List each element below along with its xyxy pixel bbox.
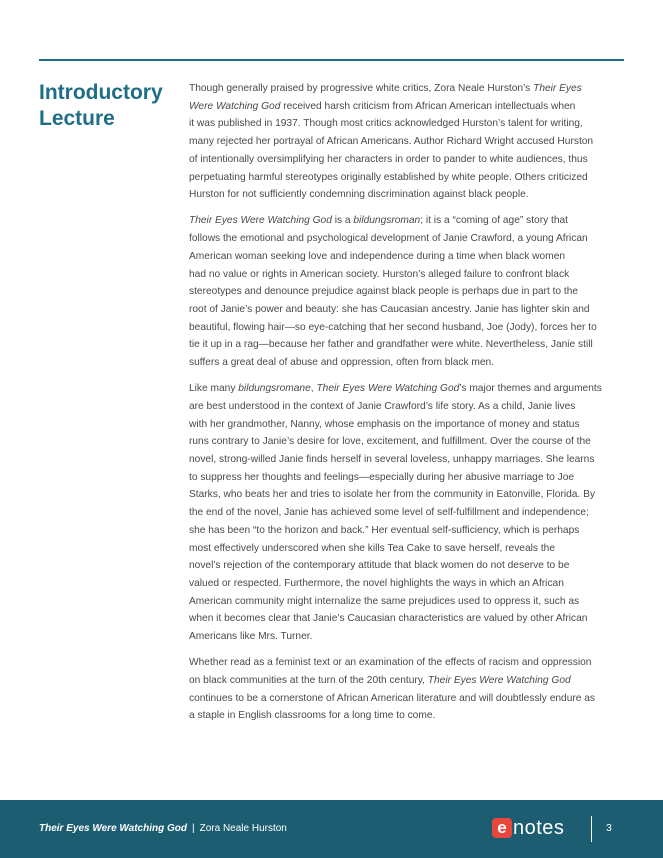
text-segment: novel’s rejection of the contemporary attitude that black women do not deserve to be [189, 560, 570, 572]
text-segment: Like many [189, 383, 239, 395]
text-line [189, 133, 625, 151]
text-line [189, 540, 625, 558]
text-segment: suffers a great deal of abuse and oppression, often from black men. [189, 357, 495, 369]
text-line [189, 266, 625, 284]
heading-line-2: Lecture [39, 107, 115, 130]
enotes-logo [492, 816, 564, 840]
text-segment: of intentionally oversimplifying her characters in order to pander to white audiences, thus [189, 153, 588, 165]
text-segment: American woman seeking love and independence during a time when black women [189, 250, 566, 262]
text-segment: it was published in 1937. Though most critics acknowledged Hurston’s talent for writing, [189, 118, 583, 130]
text-segment: ; it is a “coming of age” story that [420, 215, 568, 227]
text-line [189, 610, 625, 628]
top-divider-rule [39, 59, 624, 61]
text-segment: received harsh criticism from African American intellectuals when [280, 100, 576, 112]
text-line [189, 186, 625, 204]
page-footer [0, 800, 663, 858]
footer-book-title: Their Eyes Were Watching God [39, 823, 187, 834]
text-segment: are best understood in the context of Janie Crawford’s life story. As a child, Janie lives [189, 400, 576, 412]
text-segment: most effectively underscored when she kills Tea Cake to save herself, reveals the [189, 542, 555, 554]
enotes-logo-text: notes [513, 817, 565, 839]
text-line [189, 416, 625, 434]
text-segment: a staple in English classrooms for a long time to come. [189, 710, 436, 722]
text-segment: tie it up in a rag—because her father and grandfather were white. Nevertheless, Janie still [189, 339, 593, 351]
text-line [189, 486, 625, 504]
italic-title-text: Were Watching God [189, 100, 281, 112]
text-line [189, 504, 625, 522]
text-line [189, 283, 625, 301]
text-segment: , [310, 383, 317, 395]
text-line [189, 451, 625, 469]
text-line [189, 433, 625, 451]
body-paragraph [189, 654, 625, 725]
section-heading [39, 80, 179, 132]
text-line [189, 690, 625, 708]
text-line [189, 115, 625, 133]
text-segment: root of Janie’s power and beauty: she has Caucasian ancestry. Janie has lighter skin and [189, 303, 590, 315]
lecture-body-text [189, 80, 625, 734]
footer-separator: | [192, 823, 195, 834]
text-line [189, 319, 625, 337]
text-segment: stereotypes and denounce prejudice against black people is perhaps due in part to the [189, 286, 579, 298]
italic-title-text: Their Eyes Were Watching God [189, 215, 332, 227]
text-line [189, 469, 625, 487]
text-segment: Hurston for not sufficiently condemning discrimination against black people. [189, 189, 529, 201]
text-segment: Starks, who beats her and tries to isolate her from the community in Eatonville, Florida. By [189, 489, 595, 501]
footer-divider [591, 816, 592, 842]
text-segment: the end of the novel, Janie has achieved some level of self-fulfillment and independence; [189, 507, 589, 519]
text-segment: to suppress her thoughts and feelings—especially during her abusive marriage to Joe [189, 471, 575, 483]
body-paragraph [189, 212, 625, 371]
text-segment: runs contrary to Janie’s desire for love, excitement, and fulfillment. Over the course of the [189, 436, 591, 448]
text-segment: on black communities at the turn of the 20th century, [189, 675, 428, 686]
text-segment: perpetuating harmful stereotypes originally established by white people. Others criticized [189, 171, 588, 183]
italic-title-text: bildungsromane [238, 383, 311, 395]
italic-title-text: Their Eyes Were Watching God [427, 675, 571, 686]
text-segment: follows the emotional and psychological development of Janie Crawford, a young African [189, 233, 588, 245]
footer-book-credit [39, 823, 287, 834]
text-segment: American community might internalize the same prejudices used to oppress it, such as [189, 595, 580, 607]
text-segment: is a [331, 215, 354, 227]
text-segment: when it becomes clear that Janie’s Caucasian characteristics are valued by other African [189, 613, 588, 625]
text-line [189, 557, 625, 575]
text-segment: Americans like Mrs. Turner. [189, 631, 313, 643]
text-line [189, 248, 625, 266]
body-paragraph [189, 380, 625, 646]
text-line [189, 707, 625, 725]
body-paragraph [189, 80, 625, 204]
text-line [189, 575, 625, 593]
text-segment: continues to be a cornerstone of African American literature and will doubtlessly endure as [189, 692, 596, 704]
text-segment: novel, strong-willed Janie finds herself in several loveless, unhappy marriages. She learns [189, 454, 595, 466]
text-line [189, 672, 625, 690]
text-line [189, 398, 625, 416]
text-line [189, 336, 625, 354]
text-line [189, 593, 625, 611]
text-line [189, 169, 625, 187]
text-line [189, 380, 625, 398]
text-segment: beautiful, flowing hair—so eye-catching that her second husband, Joe (Jody), forces her to [189, 321, 597, 333]
text-line [189, 80, 625, 98]
text-line [189, 628, 625, 646]
footer-author: Zora Neale Hurston [199, 823, 287, 834]
text-segment: valued or respected. Furthermore, the novel highlights the ways in which an African [189, 577, 564, 589]
text-segment: Though generally praised by progressive white critics, Zora Neale Hurston’s [189, 83, 534, 94]
italic-title-text: bildungsroman [353, 215, 421, 227]
enotes-logo-badge: e [492, 818, 512, 838]
italic-title-text: Their Eyes Were Watching God [316, 383, 460, 395]
text-line [189, 230, 625, 248]
text-segment: with her grandmother, Nanny, whose emphasis on the importance of money and status [189, 418, 580, 430]
text-line [189, 654, 625, 672]
page-number: 3 [606, 822, 612, 834]
text-segment: had no value or rights in American society. Hurston’s alleged failure to confront black [189, 268, 570, 280]
text-segment: many rejected her portrayal of African Americans. Author Richard Wright accused Hurston [189, 136, 594, 148]
text-line [189, 301, 625, 319]
text-segment: she has been “to the horizon and back.” Her eventual self-sufficiency, which is perhaps [189, 524, 580, 536]
text-line [189, 98, 625, 116]
text-segment: ’s major themes and arguments [459, 383, 602, 395]
text-segment: Whether read as a feminist text or an examination of the effects of racism and oppression [189, 657, 592, 669]
text-line [189, 212, 625, 230]
italic-title-text: Their Eyes [533, 83, 582, 94]
text-line [189, 354, 625, 372]
heading-line-1: Introductory [39, 81, 163, 104]
text-line [189, 522, 625, 540]
text-line [189, 151, 625, 169]
